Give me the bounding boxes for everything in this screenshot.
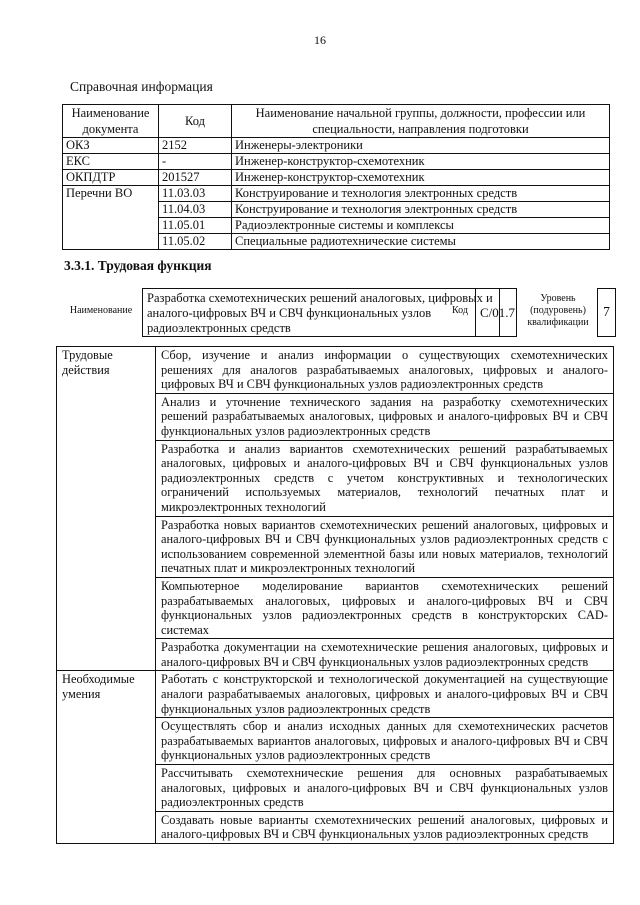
action-item: Компьютерное моделирование вариантов схемотехнических решений разрабатываемых аналоговых, цифровых и аналого-цифровых ВЧ и СВЧ функциональных узлов радиоэлектронных средств в конструкторских CAD-системах <box>156 577 614 638</box>
skill-item: Рассчитывать схемотехнические решения для основных разрабатываемых аналоговых, цифровых и аналого-цифровых ВЧ и СВЧ функциональных узлов радиоэлектронных средств <box>156 765 614 812</box>
cell-code: 11.04.03 <box>159 202 232 218</box>
function-code-label: Код <box>452 305 468 316</box>
cell-code: 11.05.02 <box>159 234 232 250</box>
cell-code: 11.05.01 <box>159 218 232 234</box>
cell-code: 201527 <box>159 170 232 186</box>
cell-name: Инженер-конструктор-схемотехник <box>232 170 610 186</box>
reference-table <box>62 104 610 250</box>
cell-doc: ОКПДТР <box>63 170 159 186</box>
table-row <box>63 138 610 154</box>
cell-name: Радиоэлектронные системы и комплексы <box>232 218 610 234</box>
header-code: Код <box>159 105 232 138</box>
cell-doc: Перечни ВО <box>63 186 159 250</box>
cell-doc: ОКЗ <box>63 138 159 154</box>
action-item: Анализ и уточнение технического задания на разработку схемотехнических решений разрабатываемых аналоговых, цифровых и аналого-цифровых ВЧ и СВЧ функциональных узлов радиоэлектронных средств <box>156 393 614 440</box>
skills-label: Необходимые умения <box>57 671 156 844</box>
skill-item: Работать с конструкторской и технологической документацией на существующие аналоги разрабатываемых аналоговых, цифровых и аналого-цифровых ВЧ и СВЧ функциональных узлов радиоэлектронных средств <box>156 671 614 718</box>
qualification-level-label: Уровень (подуровень) квалификации <box>527 293 589 328</box>
page-number: 16 <box>314 33 326 47</box>
cell-code: 2152 <box>159 138 232 154</box>
qualification-level-value: 7 <box>597 288 616 337</box>
header-name: Наименование начальной группы, должности, профессии или специальности, направления подготовки <box>232 105 610 138</box>
cell-name: Инженеры-электроники <box>232 138 610 154</box>
cell-doc: ЕКС <box>63 154 159 170</box>
function-code-value: C/01.7 <box>475 288 517 337</box>
cell-code: - <box>159 154 232 170</box>
cell-name: Конструирование и технология электронных средств <box>232 202 610 218</box>
actions-label: Трудовые действия <box>57 347 156 671</box>
cell-name: Конструирование и технология электронных средств <box>232 186 610 202</box>
table-row <box>57 347 614 394</box>
cell-name: Инженер-конструктор-схемотехник <box>232 154 610 170</box>
table-row <box>63 154 610 170</box>
header-document: Наименование документа <box>63 105 159 138</box>
action-item: Разработка документации на схемотехнические решения аналоговых, цифровых и аналого-цифровых ВЧ и СВЧ функциональных узлов радиоэлектронных средств <box>156 639 614 671</box>
table-row <box>63 170 610 186</box>
reference-header-row <box>63 105 610 138</box>
function-name-value: Разработка схемотехнических решений аналоговых, цифровых и аналого-цифровых ВЧ и СВЧ функциональных узлов радиоэлектронных средств <box>142 288 500 337</box>
function-header <box>64 288 616 338</box>
skill-item: Создавать новые варианты схемотехнических решений аналоговых, цифровых и аналого-цифровых ВЧ и СВЧ функциональных узлов радиоэлектронных средств <box>156 811 614 843</box>
function-heading: 3.3.1. Трудовая функция <box>64 258 212 273</box>
work-functions-table <box>56 346 614 844</box>
table-row <box>57 671 614 718</box>
skill-item: Осуществлять сбор и анализ исходных данных для схемотехнических расчетов разрабатываемых вариантов аналоговых, цифровых и аналого-цифровых ВЧ и СВЧ функциональных узлов радиоэлектронных средств <box>156 718 614 765</box>
action-item: Разработка новых вариантов схемотехнических решений аналоговых, цифровых и аналого-цифровых ВЧ и СВЧ функциональных узлов радиоэлектронных средств с использованием современной элементной базы или новых материалов, технологий печатных плат и микроэлектронных технологий <box>156 516 614 577</box>
cell-code: 11.03.03 <box>159 186 232 202</box>
action-item: Сбор, изучение и анализ информации о существующих схемотехнических решениях для аналогов разрабатываемых аналоговых, цифровых и аналого-цифровых ВЧ и СВЧ функциональных узлов радиоэлектронных средств <box>156 347 614 394</box>
cell-name: Специальные радиотехнические системы <box>232 234 610 250</box>
table-row <box>63 186 610 202</box>
function-name-label: Наименование <box>69 305 133 316</box>
action-item: Разработка и анализ вариантов схемотехнических решений разрабатываемых аналоговых, цифровых и аналого-цифровых ВЧ и СВЧ функциональных узлов радиоэлектронных средств с учетом конструктивных и технологических ограничений используемых материалов, технологий печатных плат и микроэлектронных технологий <box>156 440 614 516</box>
reference-heading: Справочная информация <box>70 79 213 94</box>
